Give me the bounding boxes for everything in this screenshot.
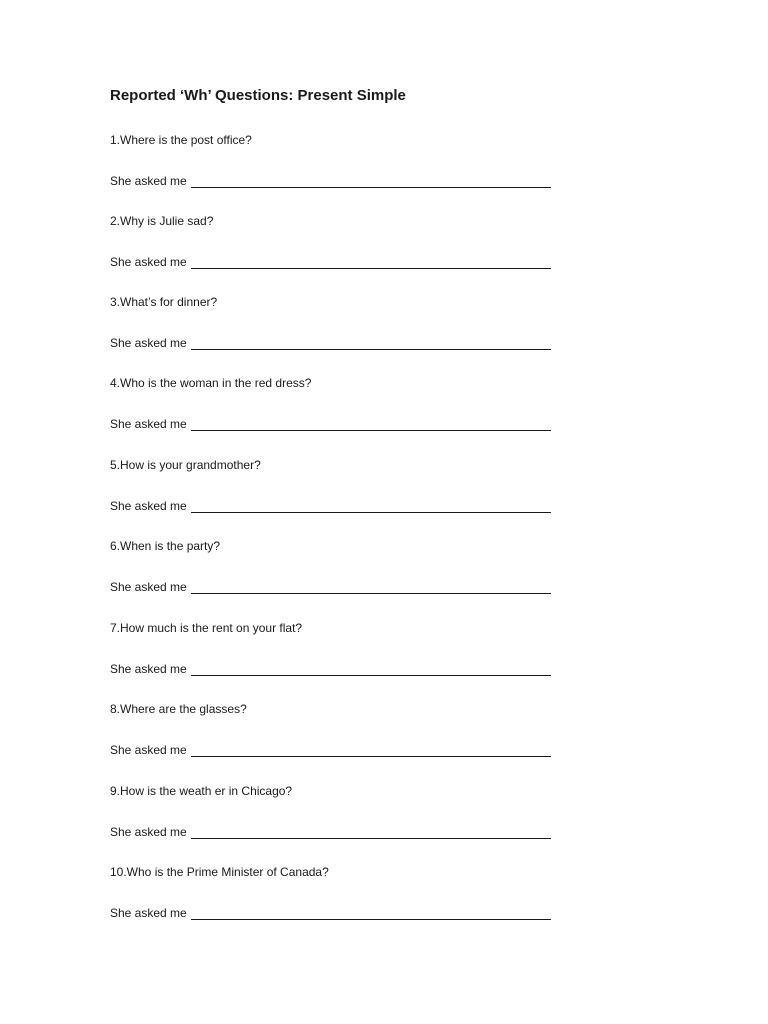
answer-prefix: She asked me xyxy=(110,825,187,839)
answer-blank-line xyxy=(191,581,551,594)
answer-prefix: She asked me xyxy=(110,174,187,188)
answer-row xyxy=(110,416,560,432)
question-text: 6.When is the party? xyxy=(110,539,221,553)
question-item xyxy=(110,620,560,677)
question-text: 9.How is the weath er in Chicago? xyxy=(110,784,293,798)
answer-blank-line xyxy=(191,175,551,188)
answer-prefix: She asked me xyxy=(110,417,187,431)
answer-blank-line xyxy=(191,744,551,757)
answer-row xyxy=(110,335,560,351)
answer-blank-line xyxy=(191,663,551,676)
answer-row xyxy=(110,742,560,758)
question-text: 4.Who is the woman in the red dress? xyxy=(110,376,312,390)
question-item xyxy=(110,294,560,351)
answer-prefix: She asked me xyxy=(110,336,187,350)
question-text: 5.How is your grandmother? xyxy=(110,458,261,472)
answer-prefix: She asked me xyxy=(110,580,187,594)
answer-prefix: She asked me xyxy=(110,906,187,920)
answer-row xyxy=(110,661,560,677)
answer-prefix: She asked me xyxy=(110,743,187,757)
question-item xyxy=(110,213,560,270)
answer-blank-line xyxy=(191,337,551,350)
answer-row xyxy=(110,905,560,921)
question-item xyxy=(110,375,560,432)
question-item xyxy=(110,132,560,189)
question-item xyxy=(110,701,560,758)
answer-blank-line xyxy=(191,826,551,839)
question-text: 3.What’s for dinner? xyxy=(110,295,218,309)
answer-blank-line xyxy=(191,418,551,431)
question-item xyxy=(110,457,560,514)
answer-row xyxy=(110,254,560,270)
answer-blank-line xyxy=(191,500,551,513)
answer-row xyxy=(110,824,560,840)
question-text: 8.Where are the glasses? xyxy=(110,702,247,716)
answer-prefix: She asked me xyxy=(110,255,187,269)
worksheet-title: Reported ‘Wh’ Questions: Present Simple xyxy=(110,87,406,104)
answer-prefix: She asked me xyxy=(110,662,187,676)
question-text: 10.Who is the Prime Minister of Canada? xyxy=(110,865,329,879)
question-item xyxy=(110,538,560,595)
question-text: 7.How much is the rent on your flat? xyxy=(110,621,303,635)
answer-blank-line xyxy=(191,256,551,269)
question-item xyxy=(110,783,560,840)
answer-row xyxy=(110,579,560,595)
question-text: 2.Why is Julie sad? xyxy=(110,214,214,228)
question-text: 1.Where is the post office? xyxy=(110,133,252,147)
answer-row xyxy=(110,498,560,514)
question-item xyxy=(110,864,560,921)
answer-blank-line xyxy=(191,907,551,920)
answer-row xyxy=(110,173,560,189)
answer-prefix: She asked me xyxy=(110,499,187,513)
